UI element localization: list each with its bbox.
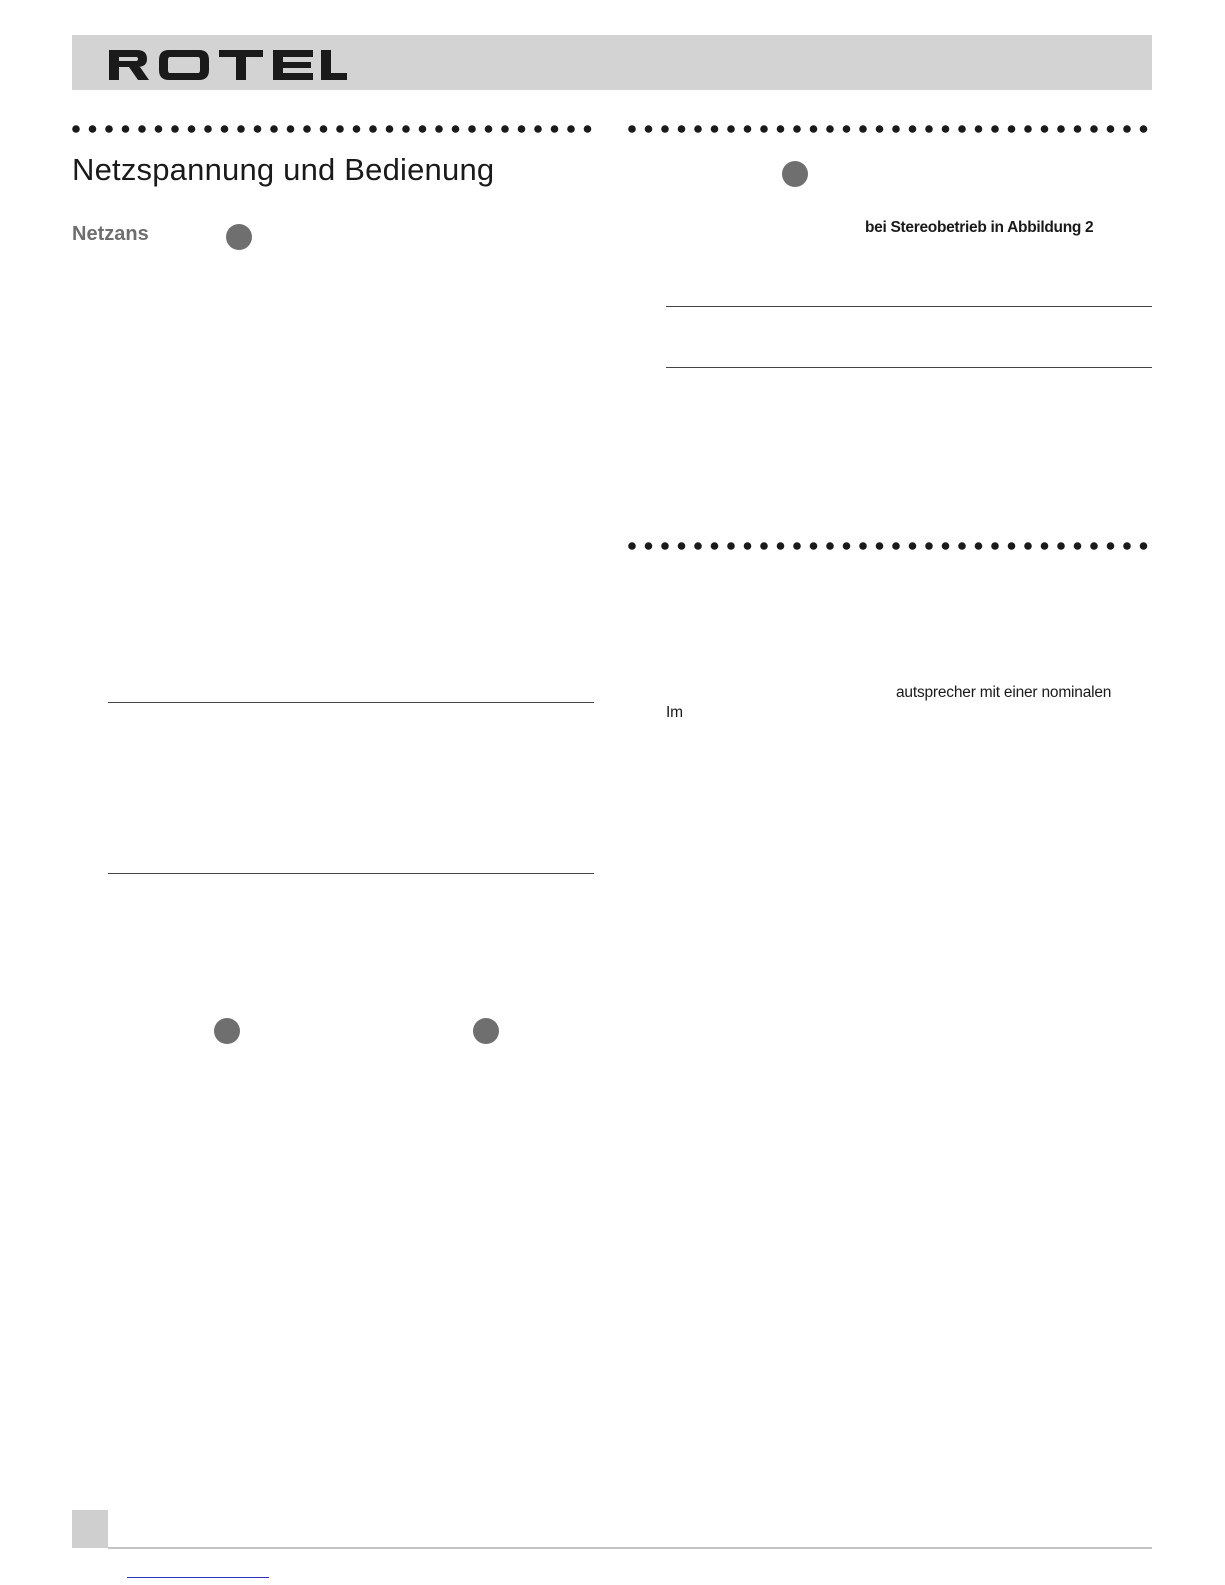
dot-divider-left-top [72, 124, 600, 134]
footer-link-underline[interactable] [127, 1577, 269, 1578]
rotel-logo [107, 48, 347, 82]
page-title: Netzspannung und Bedienung [72, 152, 495, 187]
callout-marker-3 [473, 1018, 499, 1044]
callout-marker-1 [226, 224, 252, 250]
callout-marker-4 [782, 161, 808, 187]
speaker-text-fragment-continued: Im [666, 704, 683, 721]
section-heading-netzanschluss: Netzans [72, 223, 149, 245]
callout-marker-2 [214, 1018, 240, 1044]
page-number-tab [72, 1510, 108, 1548]
speaker-text-fragment: autsprecher mit einer nominalen [896, 684, 1112, 701]
note-rule-left-bottom [108, 873, 594, 874]
note-rule-right-top [666, 306, 1152, 307]
dot-divider-right-middle [628, 541, 1156, 551]
note-rule-right-bottom [666, 367, 1152, 368]
footer-rule [108, 1547, 1152, 1549]
dot-divider-right-top [628, 124, 1156, 134]
note-rule-left-top [108, 702, 594, 703]
stereo-mode-reference: bei Stereobetrieb in Abbildung 2 [865, 219, 1094, 236]
